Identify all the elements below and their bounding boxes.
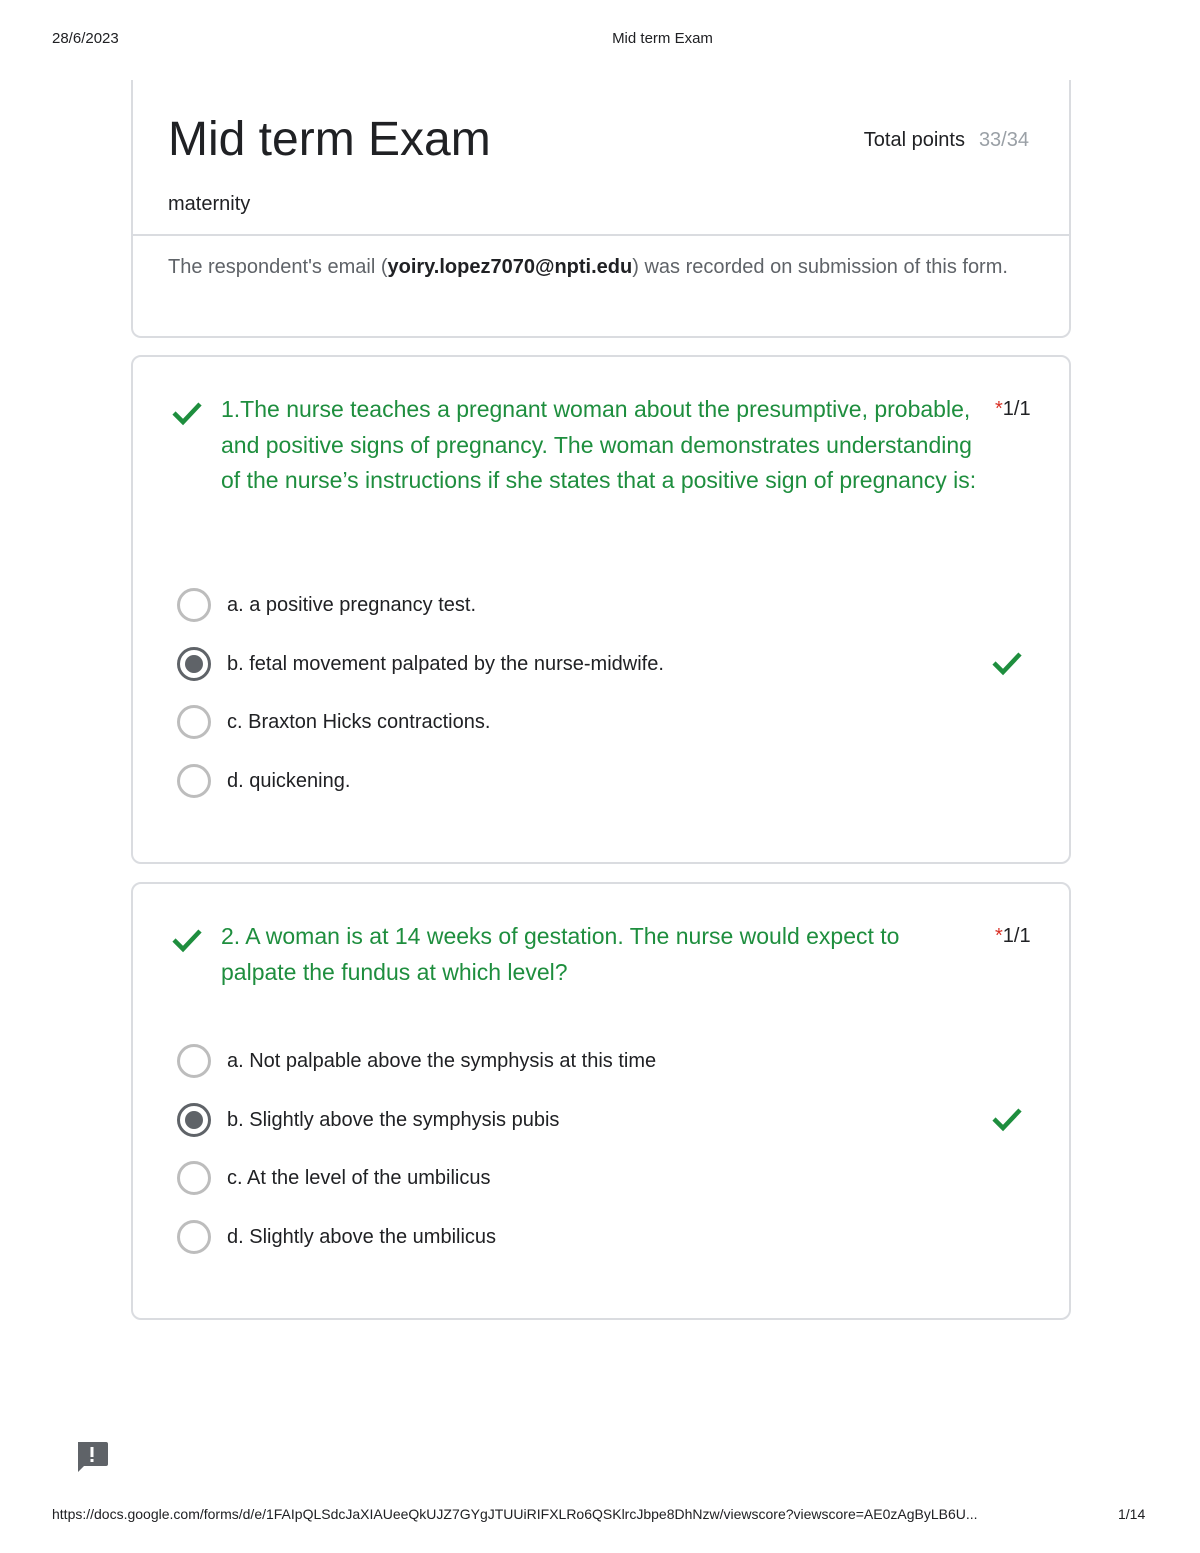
option-label: d. quickening. xyxy=(227,770,351,792)
radio-button-selected[interactable] xyxy=(177,647,211,681)
check-icon xyxy=(171,399,203,427)
answer-option[interactable] xyxy=(177,585,1037,625)
check-icon xyxy=(991,1105,1023,1133)
radio-button[interactable] xyxy=(177,1044,211,1078)
answer-option[interactable] xyxy=(177,1041,1037,1081)
total-points-value: 33/34 xyxy=(978,129,1029,151)
points-score: 1/1 xyxy=(1002,398,1031,420)
question-card-2 xyxy=(131,882,1071,1320)
option-label: c. At the level of the umbilicus xyxy=(227,1167,491,1189)
report-feedback-icon[interactable] xyxy=(75,1440,109,1474)
header-divider xyxy=(133,234,1069,236)
total-points-label: Total points xyxy=(863,129,965,151)
form-title: Mid term Exam xyxy=(168,113,491,166)
question-text: 2. A woman is at 14 weeks of gestation. The nurse would expect to palpate the fundus at which level? xyxy=(221,923,900,985)
answer-option[interactable] xyxy=(177,644,1037,684)
check-icon xyxy=(171,926,203,954)
print-page-title: Mid term Exam xyxy=(612,30,713,47)
answer-option[interactable] xyxy=(177,761,1037,801)
required-asterisk: * xyxy=(995,398,1003,420)
answer-option[interactable] xyxy=(177,1100,1037,1140)
option-label: b. Slightly above the symphysis pubis xyxy=(227,1109,560,1131)
question-points xyxy=(995,922,1031,950)
check-icon xyxy=(991,649,1023,677)
radio-button-selected[interactable] xyxy=(177,1103,211,1137)
answer-option[interactable] xyxy=(177,702,1037,742)
option-label: c. Braxton Hicks contractions. xyxy=(227,711,491,733)
print-date: 28/6/2023 xyxy=(52,30,119,47)
print-footer-url: https://docs.google.com/forms/d/e/1FAIpQLSdcJaXIAUeeQkUJZ7GYgJTUUiRIFXLRo6QSKlrcJbpe8DhNzw/viewscore?viewscore=AE0zAgByLB6U... xyxy=(52,1506,978,1522)
radio-button[interactable] xyxy=(177,705,211,739)
points-score: 1/1 xyxy=(1002,925,1031,947)
radio-button[interactable] xyxy=(177,1220,211,1254)
option-label: b. fetal movement palpated by the nurse-midwife. xyxy=(227,653,664,675)
question-card-1 xyxy=(131,355,1071,864)
form-header-card xyxy=(131,80,1071,338)
radio-button[interactable] xyxy=(177,764,211,798)
option-label: a. Not palpable above the symphysis at this time xyxy=(227,1050,657,1072)
respondent-email-note: The respondent's email (yoiry.lopez7070@npti.edu) was recorded on submission of this form. xyxy=(168,256,1008,278)
respondent-email: yoiry.lopez7070@npti.edu xyxy=(387,256,633,278)
print-page-number: 1/14 xyxy=(1118,1506,1146,1522)
answer-option[interactable] xyxy=(177,1217,1037,1257)
form-description: maternity xyxy=(168,193,251,215)
option-label: d. Slightly above the umbilicus xyxy=(227,1226,497,1248)
required-asterisk: * xyxy=(995,925,1003,947)
answer-option[interactable] xyxy=(177,1158,1037,1198)
radio-button[interactable] xyxy=(177,1161,211,1195)
option-label: a. a positive pregnancy test. xyxy=(227,594,477,616)
radio-button[interactable] xyxy=(177,588,211,622)
question-points xyxy=(995,395,1031,423)
total-points xyxy=(864,126,1029,154)
question-text: 1.The nurse teaches a pregnant woman about the presumptive, probable, and positive signs of pregnancy. The woman demonstrates understanding of the nurse’s instructions if she states that a positive sign of pregnancy is: xyxy=(221,396,977,493)
